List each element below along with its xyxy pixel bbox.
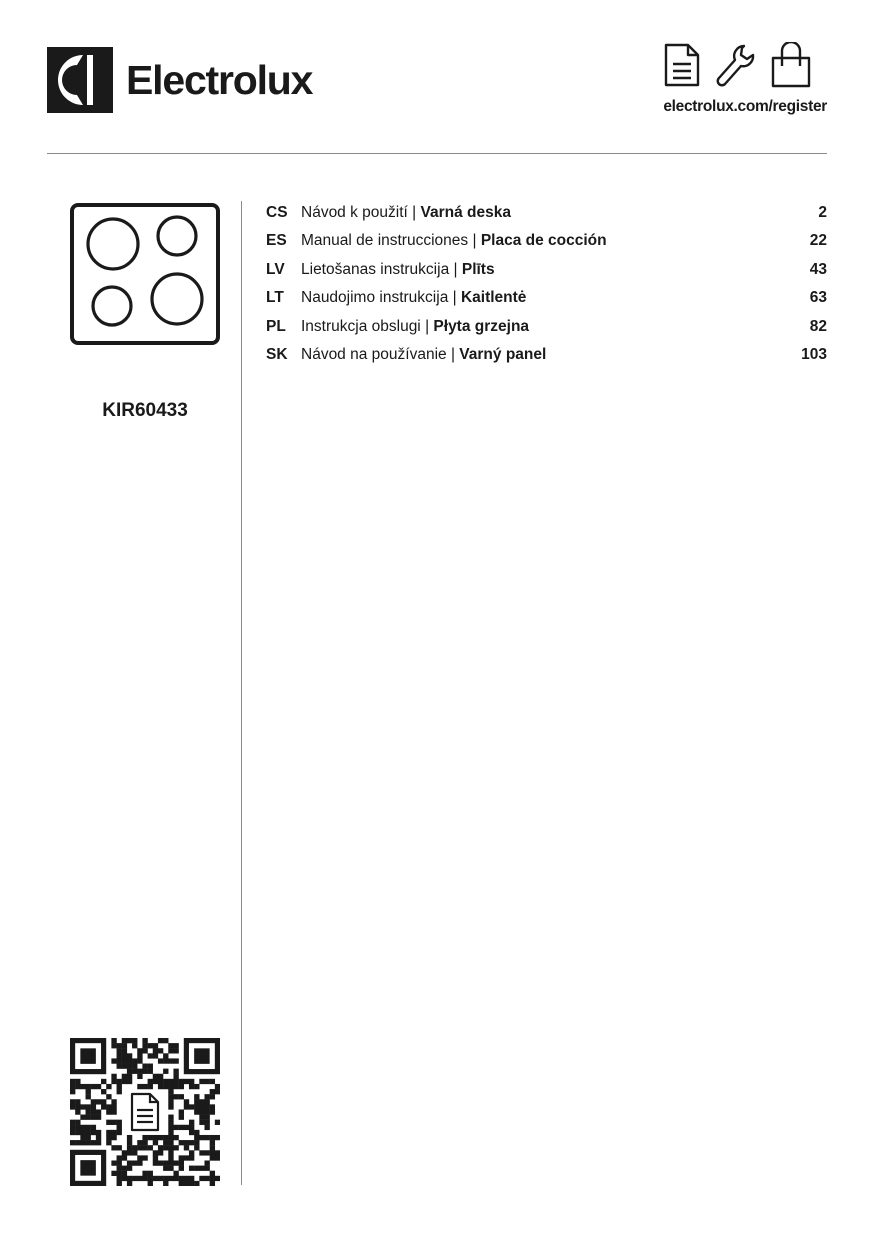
brand-name: Electrolux — [126, 56, 313, 103]
electrolux-logo-icon — [47, 47, 113, 113]
brand-logo — [47, 47, 312, 113]
language-code: LT — [266, 289, 284, 307]
toc-title — [301, 315, 810, 339]
page-number: 22 — [809, 232, 827, 250]
toc-row[interactable] — [266, 258, 827, 286]
toc-title — [301, 201, 818, 225]
separator: | — [452, 289, 457, 307]
page-number: 82 — [809, 317, 827, 335]
product-name: Varná deska — [420, 204, 511, 221]
page-number: 2 — [818, 204, 827, 221]
table-of-contents — [266, 201, 827, 371]
header-icons — [662, 42, 814, 93]
separator: | — [450, 345, 455, 363]
register-url[interactable]: electrolux.com/register — [663, 98, 827, 115]
toc-row[interactable] — [266, 343, 827, 371]
wrench-icon[interactable] — [714, 42, 756, 93]
separator: | — [453, 260, 458, 278]
document-icon[interactable] — [662, 42, 702, 93]
toc-row[interactable] — [266, 229, 827, 257]
language-code: LV — [266, 260, 285, 278]
qr-code-icon[interactable] — [70, 1038, 220, 1186]
column-divider — [241, 201, 242, 1185]
language-code: CS — [266, 204, 288, 221]
hob-diagram-icon — [70, 203, 220, 345]
toc-title — [301, 229, 810, 253]
product-name: Varný panel — [459, 345, 547, 363]
header-divider — [47, 153, 827, 154]
toc-title — [301, 258, 810, 282]
language-code: PL — [266, 317, 286, 335]
product-name: Kaitlentė — [460, 289, 527, 307]
model-number: KIR60433 — [102, 400, 188, 421]
separator: | — [472, 232, 477, 250]
manual-title: Lietošanas instrukcija — [301, 260, 450, 278]
page-number: 63 — [809, 289, 827, 307]
product-name: Placa de cocción — [480, 232, 607, 250]
product-name: Plīts — [461, 260, 495, 278]
separator: | — [412, 204, 417, 221]
toc-row[interactable] — [266, 201, 827, 229]
manual-title: Naudojimo instrukcija — [301, 289, 449, 307]
page-number: 43 — [809, 260, 827, 278]
toc-title — [301, 286, 810, 310]
manual-title: Návod na používanie — [301, 345, 447, 363]
manual-title: Instrukcja obslugi — [301, 317, 421, 335]
qr-document-icon — [127, 1090, 163, 1134]
language-code: SK — [266, 345, 288, 363]
toc-row[interactable] — [266, 286, 827, 314]
page-number: 103 — [801, 345, 827, 363]
separator: | — [425, 317, 430, 335]
shopping-bag-icon[interactable] — [768, 42, 814, 93]
language-code: ES — [266, 232, 287, 250]
toc-title — [301, 343, 801, 367]
product-name: Płyta grzejna — [433, 317, 530, 335]
manual-title: Manual de instrucciones — [301, 232, 469, 250]
manual-title: Návod k použití — [301, 204, 408, 221]
toc-row[interactable] — [266, 315, 827, 343]
